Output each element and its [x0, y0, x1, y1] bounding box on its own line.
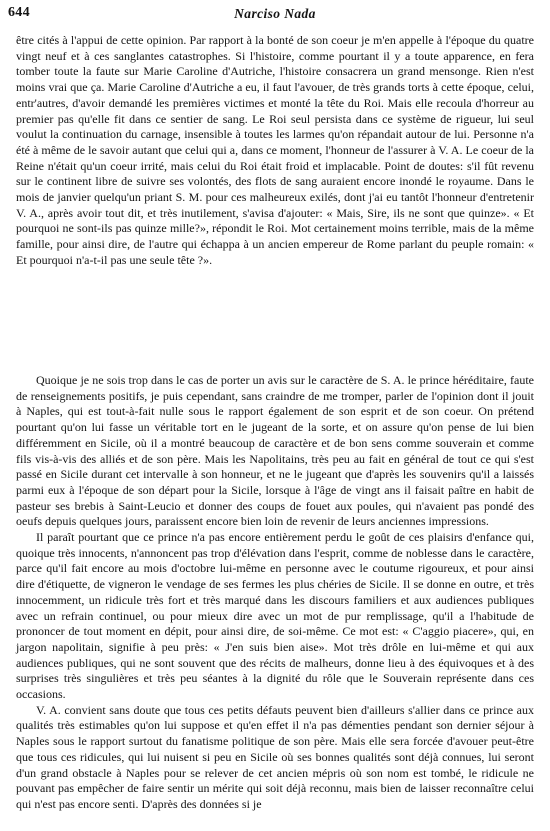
running-title: Narciso Nada [234, 6, 316, 21]
text-block-top [16, 33, 534, 269]
paragraph-continued: être cités à l'appui de cette opinion. Par rapport à la bonté de son coeur je m'en appelle à l'époque du quatre vingt neuf et à ces sanglantes catastrophes. Si l'histoire, comme pourtant il y a toute apparence, en fera tomber toute la faute sur Marie Caroline d'Autriche, l'histoire consacrera un grand mensonge. Rien n'est moins vrai que ça. Marie Caroline d'Autriche a eu, il faut l'avouer, de très grands torts à cette époque, celui, entr'autres, d'avoir demandé les premières victimes et monté la tête du Roi. Mais elle recoula d'horreur au premier pas qu'elle fit dans ce sentier de sang. Le Roi seul persista dans ce système de rigueur, lui seul voulut la continuation du carnage, insensible à toutes les larmes qu'on répandait autour de lui. Personne n'a été à même de le savoir autant que celui qui a, dans ce moment, l'honneur de l'assurer à V. A. Le coeur de la Reine n'était qu'un coeur irrité, mais celui du Roi était froid et implacable. Point de doutes: s'il fût revenu sur le continent libre de suivre ses volontés, des flots de sang auraient encore inondé le royaume. Dans le mois de janvier quelqu'un priant S. M. pour ces malheureux exilés, dont j'ai eu tantôt l'honneur d'entretenir V. A., après avoir tout dit, et très inutilement, s'avisa d'ajouter: « Mais, Sire, ils ne sont que quinze». « Et pourquoi ne sont-ils pas quinze mille?», répondit le Roi. Mot certainement moins terrible, mais de la même famille, pour ainsi dire, de l'autre qui échappa à un ancien empereur de Rome parlant du peuple romain: « Et pourquoi n'a-t-il pas une seule tête ?». [16, 33, 534, 267]
paragraph-va: V. A. convient sans doute que tous ces petits défauts peuvent bien d'ailleurs s'allier dans ce prince aux qualités très estimables qu'on lui suppose et qu'en effet il n'a pas démenties pendant son dernier séjour à Naples sous le rapport surtout du fanatisme politique de son père. Mais elle sera forcée d'avouer peut-être que tous ces ridicules, qui lui nuisent si peu en Sicile où ses bonnes qualités sont déjà connues, lui seront d'un grand obstacle à Naples pour se relever de cet ancien mépris où son nom est tombé, le ridicule ne pouvant pas empêcher de faire sentir un mérite qui soit déjà reconnu, mais bien de laisser reconnaître celui qui n'est pas encore senti. D'après des données si je [16, 702, 534, 811]
page-header [8, 5, 542, 27]
text-block-bottom [16, 373, 534, 813]
paragraph-prince: Quoique je ne sois trop dans le cas de porter un avis sur le caractère de S. A. le prince héréditaire, faute de renseignements positifs, je puis cependant, sans craindre de me tromper, parler de l'opinion dont il jouit à Naples, qui est tout-à-fait nulle sous le rapport également de son esprit et de son coeur. On prétend pourtant qu'on lui fasse un véritable tort en le jugeant de la sorte, et on assure qu'on pense de lui bien différemment en Sicile, où il a montré beaucoup de caractère et de bon sens comme souverain et comme fils vis-à-vis des alliés et de son père. Mais les Napolitains, très peu au fait en général de tout ce qui s'est passé en Sicile durant cet intervalle à son honneur, et ne le jugeant que d'après les souvenirs qu'il a laissés parmi eux à l'époque de son départ pour la Sicile, lorsque à l'âge de vingt ans il faisait paître en habit de pasteur ses brebis à Saint-Leucio et donner des coups de fouet aux poules, qui n'avaient pas pondé des oeufs depuis quelques jours, paraissent encore bien loin de revenir de leurs anciennes impressions. [16, 373, 534, 529]
paragraph-pleasures: Il paraît pourtant que ce prince n'a pas encore entièrement perdu le goût de ces plaisirs d'enfance qui, quoique très innocents, n'annoncent pas trop d'élévation dans l'esprit, comme de noblesse dans le caractère, parce qu'il fait encore au mois d'octobre lui-même en personne avec le coutume rigoureux, et pour ainsi dire d'étiquette, de vigneron le vendage de ses fermes les plus chéries de Sicile. Il se donne en outre, et très innocemment, un ridicule très fort et très marqué dans les discours familiers et aux audiences publiques avec un refrain continuel, ou pour mieux dire avec un mot de pur remplissage, qu'il a l'habitude de prononcer de tout moment en dépit, pour ainsi dire, de soi-même. Ce mot est: « C'aggio piacere», qui, en jargon napolitain, signifie à peu près: « J'en suis bien aise». Mot très drôle en lui-même et qui aux audiences publiques, qui ne sont souvent que des récits de malheurs, donne lieu à des équivoques et à des surprises très singulières et très peu séantes à la dignité du rôle que le Souverain représente dans ces occasions. [16, 530, 534, 702]
page-number: 644 [8, 5, 30, 20]
